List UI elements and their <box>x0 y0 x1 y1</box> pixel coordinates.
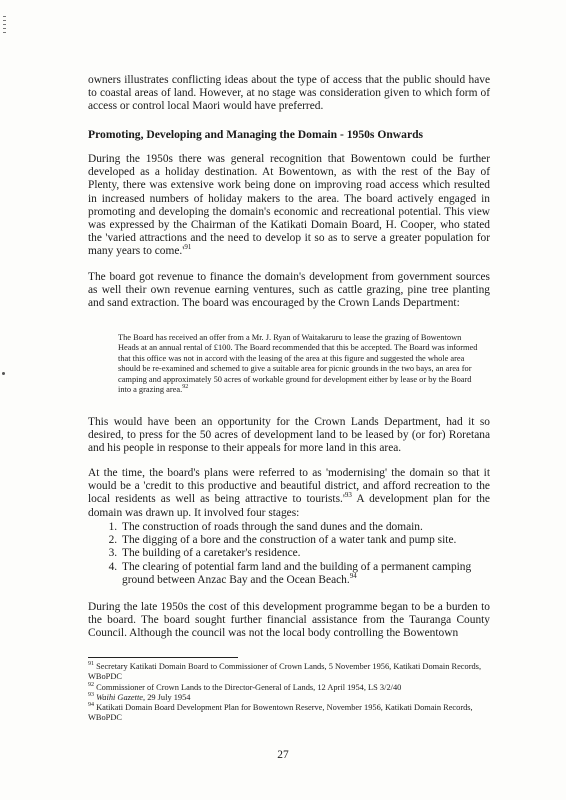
development-stages-list <box>104 521 506 587</box>
footnote-number: 93 <box>88 692 94 699</box>
stage-item: 2. The digging of a bore and the construction of a water tank and pump site. <box>120 534 506 547</box>
paragraph-text-tail: A development plan for the domain was drawn up. It involved four stages: <box>88 493 490 519</box>
footnote-93 <box>88 693 490 703</box>
footnote-text: , 29 July 1954 <box>143 692 191 702</box>
footnote-text: Katikati Domain Board Development Plan for Bowentown Reserve, November 1956, Katikati Domain Records, WBoPDC <box>88 703 473 723</box>
footnote-source-title: Waihi Gazette <box>96 692 144 702</box>
paragraph-modernising <box>88 467 490 520</box>
footnote-ref-94: 94 <box>349 572 357 581</box>
scan-speck <box>2 372 5 375</box>
paragraph-crown-lands-opportunity: This would have been an opportunity for the Crown Lands Department, had it so desired, to press for the 50 acres of development land to be leased by (or for) Roretana and his people in response to their appeals for more land in this area. <box>88 416 490 455</box>
stage-item: 1. The construction of roads through the sand dunes and the domain. <box>120 521 506 534</box>
footnote-text: Secretary Katikati Domain Board to Commissioner of Crown Lands, 5 November 1956, Katikati Domain Records, WBoPDC <box>88 662 482 682</box>
footnote-number: 92 <box>88 681 94 688</box>
stage-item <box>120 561 506 587</box>
paragraph-text: During the 1950s there was general recognition that Bowentown could be further developed as a holiday destination. At Bowentown, as with the rest of the Bay of Plenty, there was extensive work being done on improving road access which resulted in increased numbers of holiday makers to the area. The board actively engaged in promoting and developing the domain's economic and recreational potential. This view was expressed by the Chairman of the Katikati Domain Board, H. Cooper, who stated the 'varied attractions and the need to develop it so as to serve a greater population for many years to come.' <box>88 153 490 258</box>
stage-text: The clearing of potential farm land and the building of a permanent camping ground between Anzac Bay and the Ocean Beach. <box>122 560 472 586</box>
paragraph-continuation: owners illustrates conflicting ideas about the type of access that the public should have to coastal areas of land. However, at no stage was consideration given to which form of access or control local Maori would have preferred. <box>88 74 490 113</box>
block-quote <box>118 333 478 395</box>
stage-item: 3. The building of a caretaker's residence. <box>120 547 506 560</box>
footnote-92 <box>88 683 490 693</box>
footnote-94 <box>88 703 490 724</box>
paragraph-board-revenue: The board got revenue to finance the domain's development from government sources as well their own revenue earning ventures, such as cattle grazing, pine tree planting and sand extraction. The board was encouraged by the Crown Lands Department: <box>88 271 490 310</box>
footnote-divider <box>88 657 238 658</box>
footnote-number: 91 <box>88 661 94 668</box>
page-number: 27 <box>277 749 289 761</box>
footnote-ref-91: 91 <box>184 243 192 252</box>
section-heading: Promoting, Developing and Managing the Domain - 1950s Onwards <box>88 128 424 141</box>
paragraph-1950s-recognition <box>88 153 490 259</box>
footnote-91 <box>88 662 490 683</box>
footnote-ref-93: 93 <box>344 491 352 500</box>
quote-text: The Board has received an offer from a Mr. J. Ryan of Waitakaruru to lease the grazing of Bowentown Heads at an annual rental of £100. The Board recommended that this be accepted. The Board was informed that this office was not in accord with the leasing of the area at this figure and suggested the whole area should be re-examined and schemed to give a suitable area for picnic grounds in the two bays, an area for camping and approximately 50 acres of workable ground for development either by lease or by the Board into a grazing area. <box>118 333 478 395</box>
paragraph-text: At the time, the board's plans were referred to as 'modernising' the domain so that it would be a 'credit to this productive and beautiful district, and afford recreation to the local residents as well as being attractive to tourists.' <box>88 467 490 506</box>
scan-margin-marks <box>3 16 7 46</box>
footnote-ref-92: 92 <box>182 384 189 391</box>
paragraph-late-1950s-cost: During the late 1950s the cost of this development programme began to be a burden to the board. The board sought further financial assistance from the Tauranga County Council. Although the council was not the local body controlling the Bowentown <box>88 601 490 640</box>
footnote-text: Commissioner of Crown Lands to the Director-General of Lands, 12 April 1954, LS 3/2/40 <box>96 682 402 692</box>
footnotes <box>88 662 490 724</box>
footnote-number: 94 <box>88 702 94 709</box>
